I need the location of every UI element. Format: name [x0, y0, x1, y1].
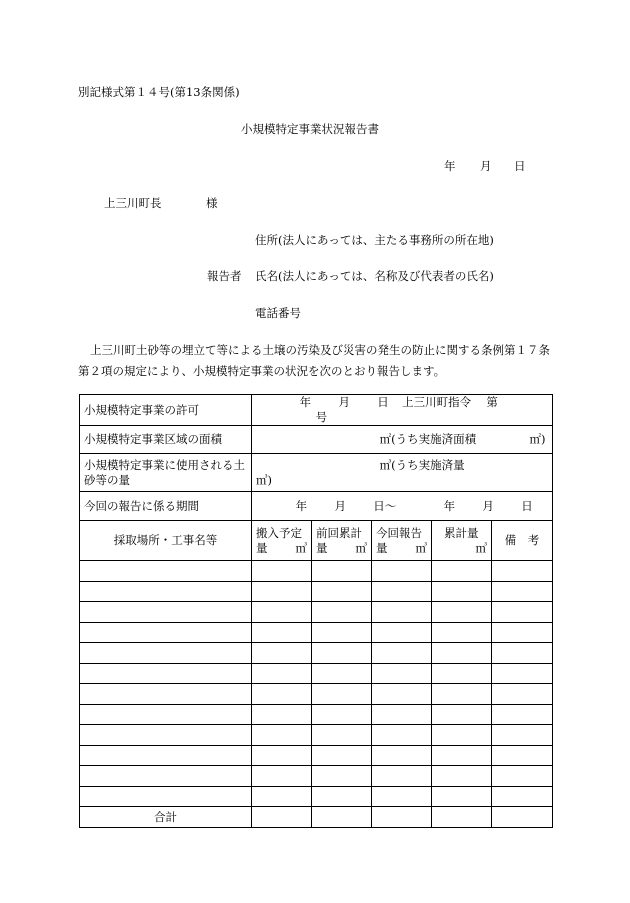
table-cell[interactable]: [312, 725, 372, 746]
table-cell[interactable]: [252, 561, 312, 582]
col-previous: [312, 521, 372, 561]
table-cell[interactable]: [432, 725, 492, 746]
table-row: [80, 766, 553, 787]
table-cell[interactable]: [372, 643, 432, 664]
total-cumulative: [432, 807, 492, 828]
table-row: [80, 561, 553, 582]
page-title: 小規模特定事業状況報告書: [241, 122, 379, 136]
table-cell[interactable]: [492, 704, 553, 725]
permit-day: 日: [377, 395, 389, 409]
table-cell[interactable]: [312, 561, 372, 582]
table-cell[interactable]: [252, 581, 312, 602]
table-cell[interactable]: [372, 561, 432, 582]
table-cell[interactable]: [312, 622, 372, 643]
reporter-name: 氏名(法人にあっては、名称及び代表者の氏名): [255, 269, 494, 283]
permit-row: [80, 395, 553, 426]
table-cell[interactable]: [372, 684, 432, 705]
table-cell[interactable]: [432, 745, 492, 766]
period-value: [252, 492, 553, 521]
soil-sub: (うち実施済量: [391, 457, 465, 472]
permit-label-text: 小規模特定事業の許可: [84, 402, 199, 417]
table-cell[interactable]: [372, 766, 432, 787]
table-row: [80, 745, 553, 766]
table-cell[interactable]: [312, 786, 372, 807]
total-label: [80, 807, 252, 828]
period-day2: 日: [521, 498, 533, 513]
table-cell[interactable]: [80, 663, 252, 684]
table-cell[interactable]: [312, 643, 372, 664]
table-cell[interactable]: [432, 766, 492, 787]
table-cell[interactable]: [80, 704, 252, 725]
table-cell[interactable]: [312, 745, 372, 766]
col-remarks: [492, 521, 553, 561]
addressee-name: 上三川町長: [104, 196, 162, 210]
period-day-from: 日～: [373, 498, 397, 513]
reporter-address: 住所(法人にあっては、主たる事務所の所在地): [255, 233, 494, 247]
table-cell[interactable]: [80, 622, 252, 643]
table-row: [80, 704, 553, 725]
table-row: [80, 725, 553, 746]
table-cell[interactable]: [252, 725, 312, 746]
date-year: 年: [444, 159, 456, 173]
total-remarks: [492, 807, 553, 828]
table-row: [80, 684, 553, 705]
table-cell[interactable]: [80, 786, 252, 807]
col-current: [372, 521, 432, 561]
total-row: [80, 807, 553, 828]
table-cell[interactable]: [252, 766, 312, 787]
table-cell[interactable]: [372, 786, 432, 807]
soil-row: [80, 454, 553, 492]
table-cell[interactable]: [372, 581, 432, 602]
column-header-row: [80, 521, 553, 561]
table-cell[interactable]: [432, 581, 492, 602]
col-current-text: 今回報告量: [376, 525, 422, 555]
data-rows: [80, 561, 553, 807]
total-label-text: 合計: [154, 809, 177, 824]
date-day: 日: [514, 159, 526, 173]
reporter-phone: 電話番号: [255, 306, 301, 320]
table-cell[interactable]: [432, 622, 492, 643]
table-cell[interactable]: [80, 725, 252, 746]
period-month2: 月: [482, 498, 494, 513]
soil-label: [80, 454, 252, 492]
table-cell[interactable]: [492, 766, 553, 787]
table-row: [80, 786, 553, 807]
table-cell[interactable]: [252, 745, 312, 766]
table-cell[interactable]: [252, 602, 312, 623]
col-planned-text: 搬入予定量: [256, 525, 302, 555]
table-cell[interactable]: [492, 643, 553, 664]
table-cell[interactable]: [80, 745, 252, 766]
total-current: [372, 807, 432, 828]
area-unit2: ㎡): [529, 432, 546, 446]
area-value: [252, 426, 553, 454]
table-cell[interactable]: [492, 602, 553, 623]
table-cell[interactable]: [252, 643, 312, 664]
soil-value: [252, 454, 553, 492]
total-previous: [312, 807, 372, 828]
table-cell[interactable]: [312, 684, 372, 705]
permit-month: 月: [338, 395, 350, 409]
table-row: [80, 602, 553, 623]
table-cell[interactable]: [432, 561, 492, 582]
period-year: 年: [295, 498, 308, 513]
period-label-text: 今回の報告に係る期間: [84, 498, 199, 513]
permit-year: 年: [299, 395, 312, 409]
table-cell[interactable]: [252, 704, 312, 725]
table-cell[interactable]: [252, 786, 312, 807]
col-planned-unit: ㎥: [295, 540, 307, 555]
table-cell[interactable]: [80, 581, 252, 602]
col-place: [80, 521, 252, 561]
table-cell[interactable]: [372, 663, 432, 684]
table-cell[interactable]: [372, 745, 432, 766]
permit-label: [80, 395, 252, 426]
table-cell[interactable]: [252, 663, 312, 684]
table-cell[interactable]: [252, 684, 312, 705]
table-cell[interactable]: [372, 602, 432, 623]
table-cell[interactable]: [372, 622, 432, 643]
area-label-text: 小規模特定事業区域の面積: [84, 432, 222, 446]
table-cell[interactable]: [312, 581, 372, 602]
table-row: [80, 581, 553, 602]
permit-dai: 第: [486, 395, 498, 409]
table-cell[interactable]: [312, 663, 372, 684]
soil-label-text: 小規模特定事業に使用される土砂等の量: [84, 457, 245, 487]
table-cell[interactable]: [80, 602, 252, 623]
table-cell[interactable]: [80, 766, 252, 787]
table-row: [80, 663, 553, 684]
table-cell[interactable]: [312, 704, 372, 725]
col-cumulative-unit: ㎥: [475, 540, 487, 555]
table-cell[interactable]: [492, 786, 553, 807]
table-cell[interactable]: [432, 704, 492, 725]
table-cell[interactable]: [80, 561, 252, 582]
area-label: [80, 426, 252, 454]
table-cell[interactable]: [492, 663, 553, 684]
table-cell[interactable]: [432, 786, 492, 807]
table-cell[interactable]: [252, 622, 312, 643]
col-cumulative-text: 累計量: [444, 525, 479, 540]
table-cell[interactable]: [492, 561, 553, 582]
period-label: [80, 492, 252, 521]
table-row: [80, 622, 553, 643]
body-text: 上三川町土砂等の埋立て等による土壌の汚染及び災害の発生の防止に関する条例第１７条第２項の規定により、小規模特定事業の状況を次のとおり報告します。: [78, 343, 550, 378]
table-row: [80, 643, 553, 664]
table-cell[interactable]: [432, 663, 492, 684]
period-row: [80, 492, 553, 521]
area-sub: (うち実施済面積: [391, 432, 477, 446]
col-previous-text: 前回累計量: [316, 525, 362, 555]
table-cell[interactable]: [492, 622, 553, 643]
total-planned: [252, 807, 312, 828]
table-cell[interactable]: [80, 684, 252, 705]
area-unit: ㎡: [379, 432, 392, 446]
table-cell[interactable]: [492, 745, 553, 766]
permit-value: [252, 395, 553, 426]
table-cell[interactable]: [312, 602, 372, 623]
addressee-honorific: 様: [206, 196, 218, 210]
table-cell[interactable]: [492, 684, 553, 705]
col-remarks-text: 備 考: [504, 533, 540, 547]
table-cell[interactable]: [432, 602, 492, 623]
period-year2: 年: [443, 498, 456, 513]
col-place-text: 採取場所・工事名等: [113, 533, 218, 547]
soil-unit: ㎥: [379, 457, 392, 472]
soil-unit2: ㎥): [256, 472, 272, 487]
date-month: 月: [480, 159, 492, 173]
report-table: [79, 394, 553, 828]
reporter-label: 報告者: [207, 269, 242, 283]
col-planned: [252, 521, 312, 561]
table-cell[interactable]: [80, 643, 252, 664]
table-cell[interactable]: [312, 766, 372, 787]
col-cumulative: [432, 521, 492, 561]
form-number: 別記様式第１４号(第13条関係): [78, 85, 240, 99]
permit-designation: 上三川町指令: [402, 395, 472, 409]
period-month: 月: [334, 498, 346, 513]
permit-go: 号: [315, 410, 328, 424]
table-cell[interactable]: [432, 643, 492, 664]
table-cell[interactable]: [372, 725, 432, 746]
col-previous-unit: ㎥: [355, 540, 367, 555]
table-cell[interactable]: [492, 725, 553, 746]
table-cell[interactable]: [492, 581, 553, 602]
table-cell[interactable]: [432, 684, 492, 705]
area-row: [80, 426, 553, 454]
col-current-unit: ㎥: [415, 540, 427, 555]
table-cell[interactable]: [372, 704, 432, 725]
